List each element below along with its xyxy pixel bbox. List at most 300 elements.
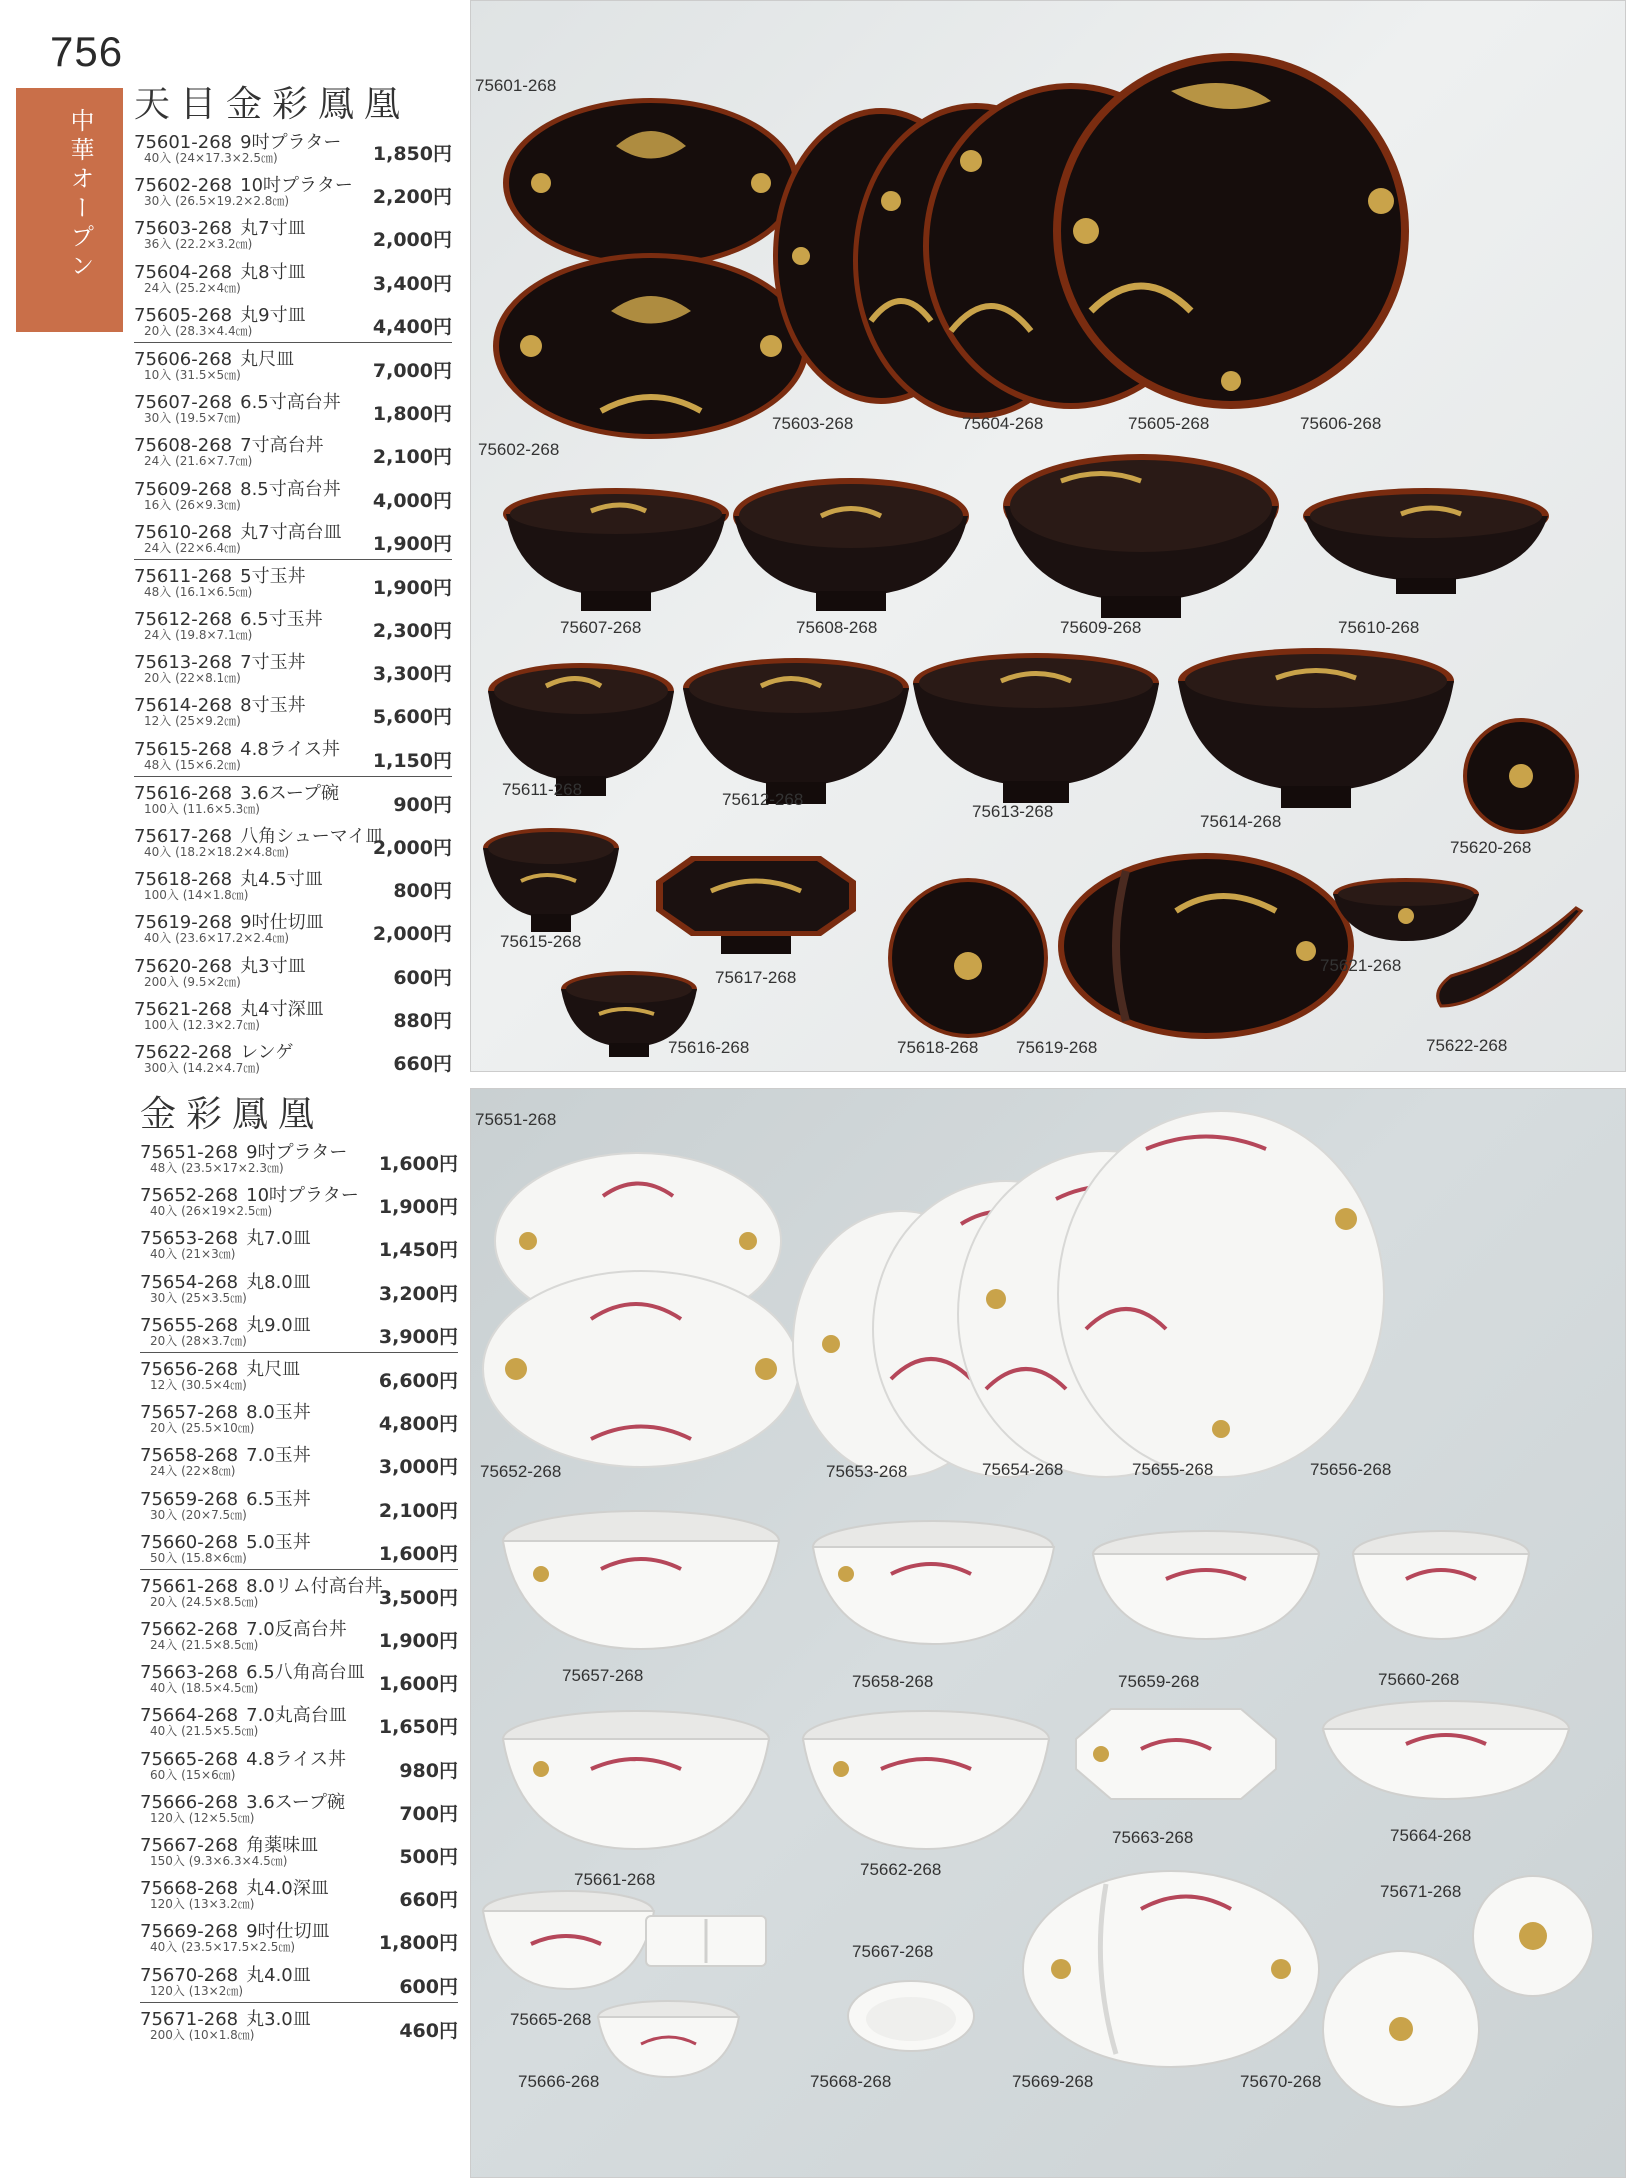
- product-name: 7.0丸高台皿: [246, 1705, 347, 1727]
- product-spec: 30入 (25×3.5㎝): [150, 1290, 247, 1305]
- product-price: 3,000円: [378, 1456, 458, 1479]
- product-code: 75665-268: [140, 1748, 239, 1770]
- product-spec: 40入 (18.2×18.2×4.8㎝): [144, 845, 290, 859]
- price-row: [134, 777, 452, 820]
- product-code: 75606-268: [134, 348, 233, 370]
- product-code: 75619-268: [134, 912, 233, 934]
- price-row: [140, 1526, 458, 1570]
- photo-item-label: 75604-268: [962, 414, 1044, 433]
- price-row: [140, 1439, 458, 1482]
- product-price: 900円: [393, 793, 452, 816]
- product-spec: 30入 (19.5×7㎝): [144, 411, 241, 426]
- product-code: 75657-268: [140, 1402, 239, 1424]
- product-name: 丸4.0皿: [246, 1964, 311, 1986]
- product-name: 丸4.0深皿: [246, 1878, 329, 1900]
- dish-75663: [1071, 1704, 1281, 1824]
- photo-item-label: 75659-268: [1118, 1672, 1200, 1691]
- bowl-75665: [481, 1889, 656, 2009]
- photo-item-label: 75667-268: [852, 1942, 934, 1961]
- product-code: 75651-268: [140, 1142, 239, 1163]
- photo-item-label: 75658-268: [852, 1672, 934, 1691]
- product-price: 1,600円: [378, 1673, 458, 1696]
- product-price: 2,100円: [378, 1499, 458, 1522]
- product-code: 75670-268: [140, 1964, 239, 1986]
- product-name: 10吋プラター: [246, 1185, 359, 1207]
- price-row: [140, 1656, 458, 1699]
- photo-item-label: 75666-268: [518, 2072, 600, 2091]
- price-row: [140, 1872, 458, 1915]
- product-spec: 48入 (15×6.2㎝): [144, 757, 241, 772]
- photo-item-label: 75622-268: [1426, 1036, 1508, 1055]
- price-row: [134, 993, 452, 1036]
- product-code: 75667-268: [140, 1835, 239, 1856]
- product-price: 500円: [399, 1846, 458, 1868]
- product-name: 6.5八角高台皿: [246, 1662, 365, 1684]
- product-price: 2,000円: [372, 229, 452, 252]
- product-name: 八角シューマイ皿: [240, 826, 384, 847]
- platter-10in: [491, 251, 811, 441]
- price-row: [134, 429, 452, 472]
- product-spec: 200入 (9.5×2㎝): [144, 974, 241, 989]
- product-price: 660円: [399, 1889, 458, 1912]
- price-row: [140, 1915, 458, 1958]
- platter-9in: [501, 96, 801, 271]
- product-name: 9吋プラター: [240, 132, 342, 153]
- product-code: 75654-268: [140, 1271, 239, 1293]
- price-row: [134, 863, 452, 906]
- product-spec: 48入 (23.5×17×2.3㎝): [150, 1161, 284, 1175]
- product-name: 丸4寸深皿: [240, 998, 324, 1020]
- dish-75610: [1301, 486, 1551, 606]
- product-price: 600円: [399, 1975, 458, 1998]
- photo-item-label: 75617-268: [715, 968, 797, 987]
- product-name: 6.5寸高台丼: [240, 392, 341, 414]
- product-code: 75616-268: [134, 782, 233, 804]
- product-price: 3,900円: [378, 1325, 458, 1348]
- bowl-75612: [681, 656, 911, 811]
- product-price: 1,900円: [372, 576, 452, 599]
- product-price: 880円: [393, 1009, 452, 1032]
- spoon-75622: [1431, 906, 1591, 1026]
- price-row: [134, 256, 452, 299]
- product-name: 丸3.0皿: [246, 2008, 311, 2030]
- product-name: レンゲ: [240, 1041, 294, 1063]
- product-name: 5.0玉丼: [246, 1531, 311, 1553]
- product-spec: 36入 (22.2×3.2㎝): [144, 237, 253, 252]
- price-row: [134, 560, 452, 603]
- bowl-75662: [801, 1709, 1051, 1869]
- product-name: 8.5寸高台丼: [240, 478, 341, 500]
- photo-item-label: 75662-268: [860, 1860, 942, 1879]
- price-row: [134, 646, 452, 689]
- bowl-75609: [1001, 451, 1281, 621]
- platter-10in-white: [481, 1269, 801, 1469]
- product-code: 75614-268: [134, 695, 233, 717]
- bowl-75613: [911, 651, 1161, 811]
- photo-item-label: 75613-268: [972, 802, 1054, 821]
- product-name: 4.8ライス丼: [240, 738, 341, 760]
- price-row: [134, 473, 452, 516]
- product-name: 3.6スープ碗: [246, 1791, 345, 1813]
- page-number: 756: [50, 28, 124, 75]
- price-list-tenmoku: [134, 126, 452, 1079]
- product-code: 75622-268: [134, 1041, 233, 1063]
- product-spec: 150入 (9.3×6.3×4.5㎝): [150, 1854, 288, 1868]
- product-price: 1,800円: [378, 1932, 458, 1955]
- photo-item-label: 75621-268: [1320, 956, 1402, 975]
- product-code: 75605-268: [134, 304, 233, 326]
- product-spec: 200入 (10×1.8㎝): [150, 2027, 255, 2042]
- product-code: 75603-268: [134, 218, 233, 240]
- product-price: 2,300円: [372, 620, 452, 643]
- product-price: 460円: [399, 2019, 458, 2042]
- product-name: 9吋仕切皿: [240, 912, 324, 934]
- price-row: [140, 1136, 458, 1179]
- price-row: [134, 733, 452, 777]
- product-price: 1,900円: [372, 532, 452, 555]
- photo-item-label: 75651-268: [475, 1110, 557, 1129]
- price-row: [134, 386, 452, 429]
- product-code: 75601-268: [134, 132, 233, 153]
- price-row: [140, 1743, 458, 1786]
- product-name: 丸尺皿: [246, 1358, 301, 1380]
- product-code: 75608-268: [134, 435, 233, 457]
- product-code: 75604-268: [134, 261, 233, 283]
- product-spec: 20入 (24.5×8.5㎝): [150, 1594, 259, 1609]
- product-code: 75658-268: [140, 1445, 239, 1467]
- bowl-75661: [501, 1709, 771, 1869]
- product-code: 75621-268: [134, 998, 233, 1020]
- price-row: [140, 1179, 458, 1222]
- product-name: 丸9寸皿: [240, 304, 306, 326]
- price-row: [134, 950, 452, 993]
- price-row: [140, 1570, 458, 1613]
- product-name: 丸8寸皿: [240, 261, 306, 283]
- product-name: 9吋プラター: [246, 1142, 348, 1163]
- product-spec: 60入 (15×6㎝): [150, 1767, 236, 1782]
- bowl-75659: [1091, 1529, 1321, 1659]
- photo-item-label: 75614-268: [1200, 812, 1282, 831]
- product-spec: 40入 (23.6×17.2×2.4㎝): [144, 931, 290, 946]
- bowl-75666: [596, 1999, 741, 2089]
- product-price: 4,000円: [372, 489, 452, 512]
- product-name: 5寸玉丼: [240, 565, 306, 587]
- section-title-tenmoku: 天目金彩鳳凰: [134, 84, 411, 125]
- product-name: 丸4.5寸皿: [240, 869, 323, 891]
- product-spec: 40入 (21.5×5.5㎝): [150, 1724, 259, 1739]
- product-spec: 20入 (28.3×4.4㎝): [144, 323, 253, 338]
- price-row: [134, 906, 452, 949]
- price-row: [134, 212, 452, 255]
- dish-75619: [1056, 851, 1356, 1041]
- photo-item-label: 75620-268: [1450, 838, 1532, 857]
- product-spec: 24入 (21.5×8.5㎝): [150, 1638, 259, 1653]
- product-name: 10吋プラター: [240, 175, 353, 197]
- photo-item-label: 75656-268: [1310, 1460, 1392, 1479]
- dish-75667: [641, 1911, 771, 1971]
- product-spec: 40入 (23.5×17.5×2.5㎝): [150, 1940, 296, 1955]
- product-price: 2,200円: [372, 186, 452, 209]
- product-name: 丸7.0皿: [246, 1228, 311, 1250]
- product-name: 丸9.0皿: [246, 1314, 311, 1336]
- photo-item-label: 75619-268: [1016, 1038, 1098, 1057]
- dish-75671: [1471, 1874, 1596, 1999]
- photo-item-label: 75616-268: [668, 1038, 750, 1057]
- product-spec: 10入 (31.5×5㎝): [144, 367, 241, 382]
- price-row: [134, 343, 452, 386]
- product-price: 3,400円: [372, 272, 452, 295]
- product-name: 8.0玉丼: [246, 1402, 311, 1424]
- section-title-kinsai: 金彩鳳凰: [140, 1094, 325, 1135]
- dish-75668: [846, 1979, 976, 2054]
- product-price: 1,900円: [378, 1196, 458, 1219]
- product-name: 7.0反高台丼: [246, 1619, 347, 1641]
- product-code: 75671-268: [140, 2008, 239, 2030]
- product-price: 3,500円: [378, 1586, 458, 1609]
- product-code: 75656-268: [140, 1358, 239, 1380]
- product-code: 75653-268: [140, 1228, 239, 1250]
- product-spec: 40入 (21×3㎝): [150, 1247, 236, 1262]
- price-row: [140, 1483, 458, 1526]
- product-spec: 16入 (26×9.3㎝): [144, 497, 241, 512]
- product-price: 4,400円: [372, 315, 452, 338]
- product-spec: 24入 (21.6×7.7㎝): [144, 454, 253, 469]
- bowl-75615: [481, 826, 621, 936]
- product-spec: 40入 (18.5×4.5㎝): [150, 1681, 259, 1696]
- product-price: 1,600円: [378, 1153, 458, 1175]
- photo-item-label: 75610-268: [1338, 618, 1420, 637]
- plate-shaku-white: [1056, 1109, 1386, 1479]
- bowl-75607: [501, 486, 731, 616]
- product-code: 75659-268: [140, 1488, 239, 1510]
- product-spec: 24入 (19.8×7.1㎝): [144, 628, 253, 643]
- photo-item-label: 75670-268: [1240, 2072, 1322, 2091]
- product-price: 6,600円: [378, 1369, 458, 1392]
- product-spec: 100入 (12.3×2.7㎝): [144, 1017, 260, 1032]
- product-spec: 12入 (25×9.2㎝): [144, 714, 241, 729]
- photo-item-label: 75668-268: [810, 2072, 892, 2091]
- product-name: 6.5玉丼: [246, 1488, 311, 1510]
- product-photo-kinsai: [470, 1088, 1626, 2178]
- photo-item-label: 75669-268: [1012, 2072, 1094, 2091]
- price-row: [140, 1786, 458, 1829]
- product-code: 75602-268: [134, 175, 233, 197]
- photo-item-label: 75664-268: [1390, 1826, 1472, 1845]
- product-price: 800円: [393, 880, 452, 903]
- product-code: 75612-268: [134, 609, 233, 631]
- bowl-75660: [1351, 1529, 1531, 1659]
- bowl-75614: [1176, 646, 1456, 816]
- product-code: 75662-268: [140, 1619, 239, 1641]
- dish-75620: [1461, 716, 1581, 836]
- photo-item-label: 75602-268: [478, 440, 560, 459]
- product-spec: 120入 (13×3.2㎝): [150, 1897, 255, 1912]
- price-row: [140, 1959, 458, 2003]
- product-spec: 40入 (24×17.3×2.5㎝): [144, 151, 278, 165]
- product-spec: 20入 (25.5×10㎝): [150, 1421, 255, 1436]
- product-price: 1,450円: [378, 1239, 458, 1262]
- price-row: [140, 1699, 458, 1742]
- photo-item-label: 75655-268: [1132, 1460, 1214, 1479]
- product-code: 75618-268: [134, 869, 233, 891]
- product-code: 75607-268: [134, 392, 233, 414]
- product-spec: 120入 (12×5.5㎝): [150, 1810, 255, 1825]
- product-name: 7.0玉丼: [246, 1445, 311, 1467]
- photo-item-label: 75663-268: [1112, 1828, 1194, 1847]
- product-code: 75610-268: [134, 521, 233, 543]
- photo-item-label: 75653-268: [826, 1462, 908, 1481]
- price-list-kinsai: [140, 1136, 458, 2046]
- photo-item-label: 75665-268: [510, 2010, 592, 2029]
- product-spec: 300入 (14.2×4.7㎝): [144, 1060, 260, 1075]
- product-price: 1,650円: [378, 1716, 458, 1739]
- product-name: 丸7寸皿: [240, 218, 306, 240]
- photo-item-label: 75652-268: [480, 1462, 562, 1481]
- product-price: 3,300円: [372, 663, 452, 686]
- product-spec: 20入 (28×3.7㎝): [150, 1333, 247, 1348]
- product-code: 75611-268: [134, 565, 233, 587]
- product-name: 8.0リム付高台丼: [246, 1575, 383, 1597]
- product-name: 丸8.0皿: [246, 1271, 311, 1293]
- price-row: [140, 1613, 458, 1656]
- product-code: 75668-268: [140, 1878, 239, 1900]
- product-code: 75613-268: [134, 652, 233, 674]
- product-price: 7,000円: [372, 359, 452, 382]
- dish-75617: [651, 851, 861, 961]
- product-price: 1,600円: [378, 1542, 458, 1565]
- product-spec: 40入 (26×19×2.5㎝): [150, 1204, 273, 1219]
- photo-item-label: 75618-268: [897, 1038, 979, 1057]
- product-price: 1,150円: [372, 749, 452, 772]
- product-name: 角薬味皿: [246, 1835, 319, 1856]
- bowl-75657: [501, 1509, 781, 1669]
- product-price: 1,850円: [372, 143, 452, 165]
- product-code: 75663-268: [140, 1662, 239, 1684]
- photo-item-label: 75601-268: [475, 76, 557, 95]
- product-name: 8寸玉丼: [240, 695, 306, 717]
- product-name: 丸7寸高台皿: [240, 521, 342, 543]
- product-spec: 24入 (22×6.4㎝): [144, 540, 241, 555]
- bowl-75658: [811, 1519, 1056, 1664]
- product-price: 2,100円: [372, 446, 452, 469]
- product-spec: 24入 (25.2×4㎝): [144, 280, 241, 295]
- plate-shaku: [1051, 51, 1411, 411]
- category-tab: [16, 88, 123, 332]
- photo-item-label: 75607-268: [560, 618, 642, 637]
- product-spec: 20入 (22×8.1㎝): [144, 671, 241, 686]
- product-price: 700円: [399, 1802, 458, 1825]
- bowl-75608: [731, 476, 971, 616]
- price-row: [140, 1353, 458, 1396]
- product-price: 3,200円: [378, 1282, 458, 1305]
- product-spec: 100入 (14×1.8㎝): [144, 888, 249, 903]
- product-name: 3.6スープ碗: [240, 782, 339, 804]
- photo-item-label: 75611-268: [502, 780, 583, 799]
- product-price: 2,000円: [372, 923, 452, 946]
- photo-item-label: 75654-268: [982, 1460, 1064, 1479]
- photo-item-label: 75657-268: [562, 1666, 644, 1685]
- photo-item-label: 75608-268: [796, 618, 878, 637]
- price-row: [140, 1829, 458, 1872]
- product-code: 75669-268: [140, 1921, 239, 1943]
- price-row: [140, 1309, 458, 1353]
- product-price: 2,000円: [372, 837, 452, 859]
- price-row: [140, 1266, 458, 1309]
- photo-item-label: 75606-268: [1300, 414, 1382, 433]
- price-row: [134, 126, 452, 169]
- product-price: 1,800円: [372, 403, 452, 426]
- price-row: [134, 820, 452, 863]
- product-spec: 50入 (15.8×6㎝): [150, 1550, 247, 1565]
- product-spec: 24入 (22×8㎝): [150, 1464, 236, 1479]
- photo-item-label: 75603-268: [772, 414, 854, 433]
- dish-75670: [1321, 1949, 1481, 2109]
- product-code: 75652-268: [140, 1185, 239, 1207]
- product-price: 5,600円: [372, 706, 452, 729]
- product-code: 75620-268: [134, 955, 233, 977]
- product-spec: 100入 (11.6×5.3㎝): [144, 801, 260, 816]
- product-name: 7寸高台丼: [240, 435, 324, 457]
- product-spec: 120入 (13×2㎝): [150, 1983, 244, 1998]
- dish-75664: [1321, 1699, 1571, 1819]
- price-row: [134, 1036, 452, 1079]
- product-name: 6.5寸玉丼: [240, 609, 323, 631]
- product-spec: 30入 (26.5×19.2×2.8㎝): [144, 194, 290, 209]
- photo-item-label: 75615-268: [500, 932, 582, 951]
- product-code: 75617-268: [134, 826, 233, 847]
- product-price: 980円: [399, 1759, 458, 1782]
- product-code: 75660-268: [140, 1531, 239, 1553]
- product-name: 丸3寸皿: [240, 955, 306, 977]
- product-price: 660円: [393, 1052, 452, 1075]
- price-row: [134, 516, 452, 560]
- price-row: [140, 2003, 458, 2046]
- product-name: 4.8ライス丼: [246, 1748, 347, 1770]
- product-code: 75661-268: [140, 1575, 239, 1597]
- product-code: 75615-268: [134, 738, 233, 760]
- product-name: 丸尺皿: [240, 348, 295, 370]
- photo-item-label: 75605-268: [1128, 414, 1210, 433]
- product-price: 4,800円: [378, 1413, 458, 1436]
- product-code: 75666-268: [140, 1791, 239, 1813]
- photo-item-label: 75660-268: [1378, 1670, 1460, 1689]
- product-spec: 48入 (16.1×6.5㎝): [144, 584, 253, 599]
- product-price: 600円: [393, 966, 452, 989]
- product-price: 1,900円: [378, 1630, 458, 1653]
- price-row: [140, 1222, 458, 1265]
- price-row: [134, 603, 452, 646]
- category-tab-label: 中華オープン: [66, 108, 94, 282]
- price-row: [134, 689, 452, 732]
- photo-item-label: 75612-268: [722, 790, 804, 809]
- photo-item-label: 75671-268: [1380, 1882, 1462, 1901]
- product-spec: 30入 (20×7.5㎝): [150, 1507, 247, 1522]
- product-spec: 12入 (30.5×4㎝): [150, 1377, 247, 1392]
- price-row: [134, 299, 452, 343]
- price-row: [140, 1396, 458, 1439]
- product-code: 75609-268: [134, 478, 233, 500]
- photo-item-label: 75661-268: [574, 1870, 656, 1889]
- product-photo-tenmoku: [470, 0, 1626, 1072]
- photo-item-label: 75609-268: [1060, 618, 1142, 637]
- product-name: 7寸玉丼: [240, 652, 306, 674]
- dish-75618: [886, 876, 1051, 1041]
- dish-75669: [1021, 1869, 1321, 2069]
- price-row: [134, 169, 452, 212]
- product-code: 75664-268: [140, 1705, 239, 1727]
- product-code: 75655-268: [140, 1314, 239, 1336]
- product-name: 9吋仕切皿: [246, 1921, 330, 1943]
